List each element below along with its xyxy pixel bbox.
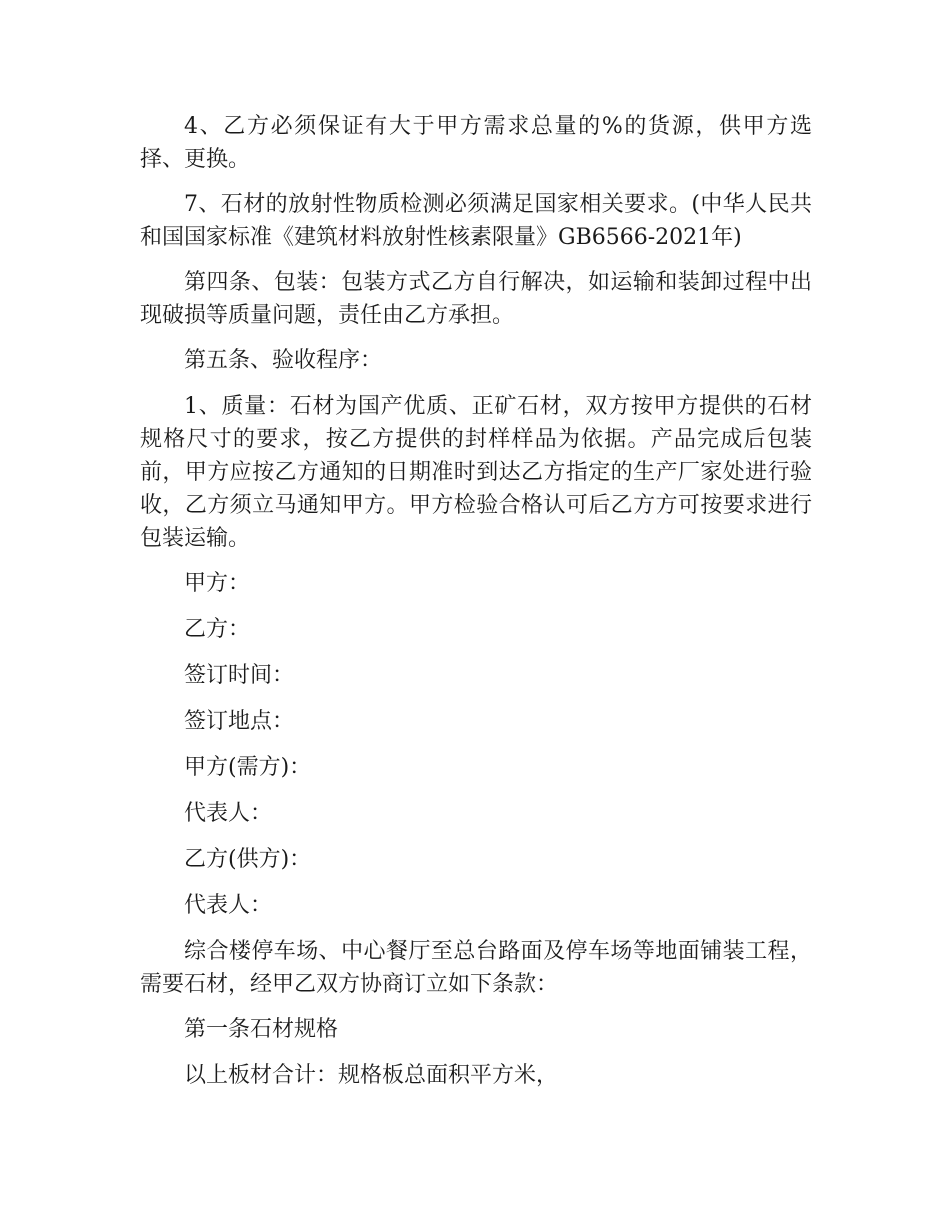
- paragraph-article-1-heading: 第一条石材规格: [184, 1017, 339, 1042]
- signature-party-a: 甲方：: [184, 571, 251, 596]
- paragraph-clause-7: 7、石材的放射性物质检测必须满足国家相关要求。(中华人民共和国国家标准《建筑材料放射性核素限量》GB6566-2021年): [140, 192, 812, 250]
- signature-party-b-supplier: 乙方(供方)：: [184, 847, 312, 872]
- paragraph-clause-4: 4、乙方必须保证有大于甲方需求总量的%的货源，供甲方选择、更换。: [140, 114, 812, 172]
- paragraph-project-intro: 综合楼停车场、中心餐厅至总台路面及停车场等地面铺装工程，需要石材，经甲乙双方协商订立如下条款：: [140, 939, 812, 997]
- paragraph-article-4-packaging: 第四条、包装：包装方式乙方自行解决，如运输和装卸过程中出现破损等质量问题，责任由乙方承担。: [140, 270, 812, 328]
- signature-date: 签订时间：: [184, 663, 295, 688]
- signature-party-a-buyer: 甲方(需方)：: [184, 755, 312, 780]
- paragraph-article-5-heading: 第五条、验收程序：: [184, 348, 383, 373]
- document-page: [140, 110, 812, 1105]
- signature-party-b: 乙方：: [184, 617, 251, 642]
- signature-representative-a: 代表人：: [184, 801, 273, 826]
- signature-place: 签订地点：: [184, 709, 295, 734]
- signature-representative-b: 代表人：: [184, 893, 273, 918]
- paragraph-total-area: 以上板材合计：规格板总面积平方米，: [184, 1063, 559, 1088]
- paragraph-quality: 1、质量：石材为国产优质、正矿石材，双方按甲方提供的石材规格尺寸的要求，按乙方提供的封样样品为依据。产品完成后包装前，甲方应按乙方通知的日期准时到达乙方指定的生产厂家处进行验收，乙方须立马通知甲方。甲方检验合格认可后乙方方可按要求进行包装运输。: [140, 394, 812, 551]
